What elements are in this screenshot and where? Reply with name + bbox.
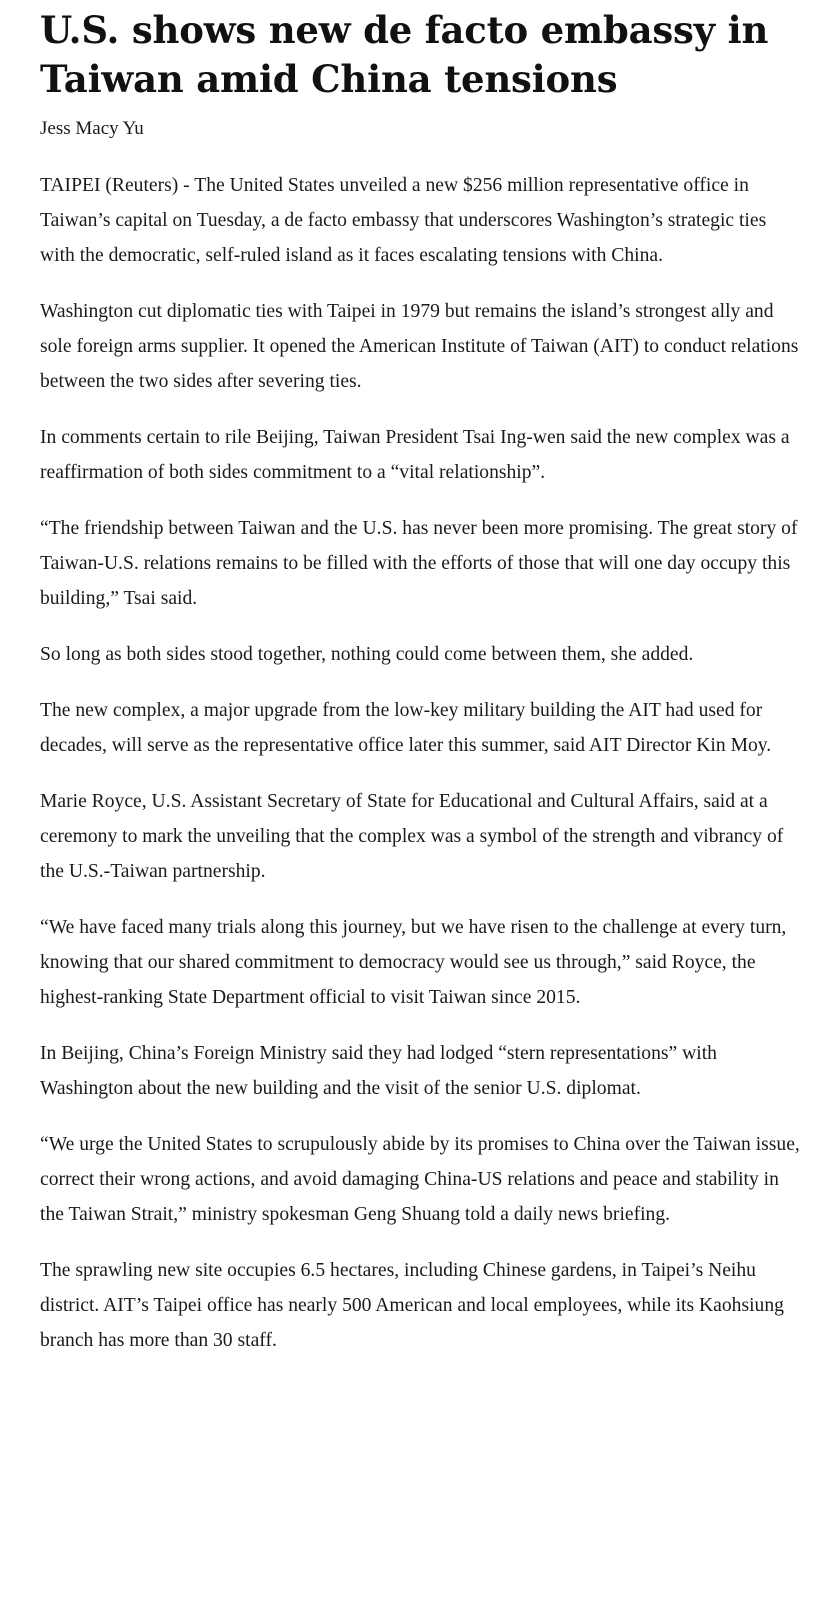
article-paragraph: So long as both sides stood together, nothing could come between them, she added. [40,644,694,665]
article-paragraph: The sprawling new site occupies 6.5 hectares, including Chinese gardens, in Taipei’s Neihu district. AIT’s Taipei office has nearly 500 American and local employees, while its Kaohsiung branch has more than 30 staff. [40,1260,784,1351]
article-headline: U.S. shows new de facto embassy in Taiwan amid China tensions [40,8,769,101]
news-article [40,0,800,1379]
article-paragraph: Marie Royce, U.S. Assistant Secretary of State for Educational and Cultural Affairs, said at a ceremony to mark the unveiling that the complex was a symbol of the strength and vibrancy of the U.S.-Taiwan partnership. [40,791,784,882]
article-paragraph: “The friendship between Taiwan and the U.S. has never been more promising. The great story of Taiwan-U.S. relations remains to be filled with the efforts of those that will one day occupy this building,” Tsai said. [40,518,798,609]
article-paragraph: TAIPEI (Reuters) - The United States unveiled a new $256 million representative office in Taiwan’s capital on Tuesday, a de facto embassy that underscores Washington’s strategic ties with the democratic, self-ruled island as it faces escalating tensions with China. [40,175,767,266]
article-byline: Jess Macy Yu [40,118,144,139]
article-paragraph: Washington cut diplomatic ties with Taipei in 1979 but remains the island’s strongest ally and sole foreign arms supplier. It opened the American Institute of Taiwan (AIT) to conduct relations between the two sides after severing ties. [40,301,799,392]
article-paragraph: “We urge the United States to scrupulously abide by its promises to China over the Taiwan issue, correct their wrong actions, and avoid damaging China-US relations and peace and stability in the Taiwan Strait,” ministry spokesman Geng Shuang told a daily news briefing. [40,1134,800,1225]
article-paragraph: In Beijing, China’s Foreign Ministry said they had lodged “stern representations” with Washington about the new building and the visit of the senior U.S. diplomat. [40,1043,717,1099]
article-paragraph: The new complex, a major upgrade from the low-key military building the AIT had used for decades, will serve as the representative office later this summer, said AIT Director Kin Moy. [40,700,772,756]
article-body [40,168,800,1358]
article-paragraph: “We have faced many trials along this journey, but we have risen to the challenge at every turn, knowing that our shared commitment to democracy would see us through,” said Royce, the highest-ranking State Department official to visit Taiwan since 2015. [40,917,787,1008]
article-paragraph: In comments certain to rile Beijing, Taiwan President Tsai Ing-wen said the new complex was a reaffirmation of both sides commitment to a “vital relationship”. [40,427,790,483]
